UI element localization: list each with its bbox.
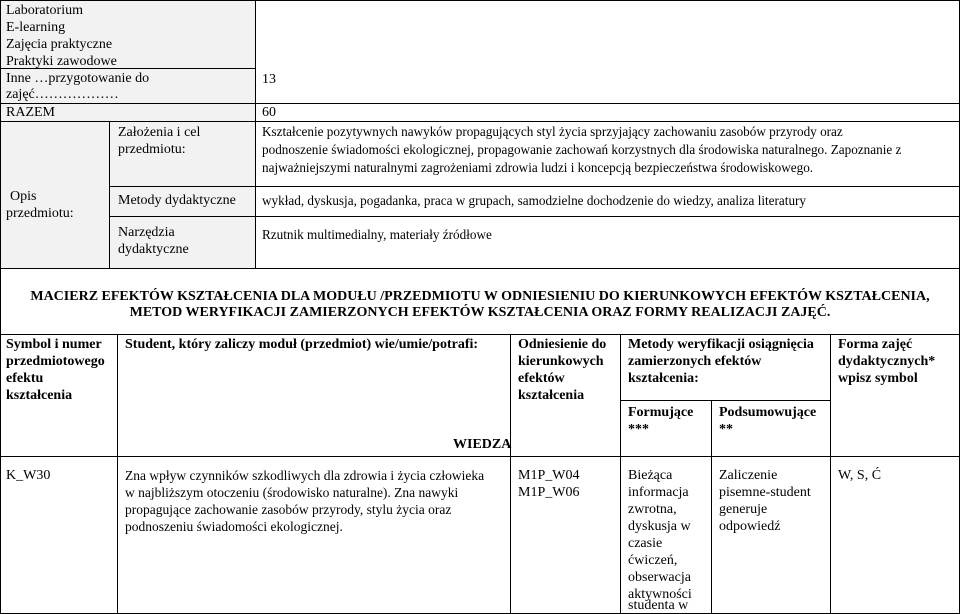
header-podsumowujace-stars: ** <box>719 422 733 437</box>
header-odniesienie-2: kierunkowych <box>518 354 604 369</box>
metody-text: wykład, dyskusja, pogadanka, praca w grupach, samodzielne dochodzenie do wiedzy, analiza literatury <box>262 193 807 208</box>
row-formujace-6: ćwiczeń, <box>628 553 678 568</box>
header-metody-2: zamierzonych efektów <box>628 354 762 369</box>
row-label-inne: Inne …przygotowanie do <box>6 71 150 86</box>
header-formujace: Formujące <box>628 405 694 420</box>
narzedzia-text: Rzutnik multimedialny, materiały źródłowe <box>262 227 492 242</box>
narzedzia-label-2: dydaktyczne <box>118 242 189 257</box>
zalozenia-label: Założenia i cel <box>118 125 201 140</box>
opis-label: Opis <box>10 189 37 204</box>
header-symbol-4: kształcenia <box>6 388 73 403</box>
header-symbol-1: Symbol i numer <box>6 337 102 352</box>
macierz-title-2: METOD WERYFIKACJI ZAMIERZONYCH EFEKTÓW KSZTAŁCENIA ORAZ FORMY REALIZACJI ZAJĘĆ. <box>129 305 831 320</box>
row-formujace-2: informacja <box>628 485 689 500</box>
row-label-razem: RAZEM <box>6 105 55 120</box>
narzedzia-label: Narzędzia <box>118 225 175 240</box>
row-symbol: K_W30 <box>6 468 51 483</box>
row-value-inne: 13 <box>262 72 276 87</box>
row-formujace-9: studenta w <box>628 598 689 613</box>
header-student: Student, który zaliczy moduł (przedmiot) wie/umie/potrafi: <box>125 337 479 352</box>
zalozenia-text-3: najważniejszymi naturalnymi zagrożeniami zdrowia ludzi i koncepcją bezpieczeństwa środowiskowego. <box>262 160 814 175</box>
section-wiedza: WIEDZA <box>453 437 512 452</box>
row-podsumowujace-2: pisemne-student <box>719 485 811 500</box>
zalozenia-text-1: Kształcenie pozytywnych nawyków propagujących styl życia sprzyjający zachowaniu zasobów przyrody oraz <box>262 124 843 139</box>
row-label-laboratorium: Laboratorium <box>6 3 83 18</box>
header-metody-1: Metody weryfikacji osiągnięcia <box>628 337 814 352</box>
header-forma-3: wpisz symbol <box>838 371 918 386</box>
row-label-inne-2: zajęć……………… <box>6 87 119 102</box>
row-value-razem: 60 <box>262 105 276 120</box>
header-metody-3: kształcenia: <box>628 371 699 386</box>
row-student-1: Zna wpływ czynników szkodliwych dla zdrowia i życia człowieka <box>125 468 485 483</box>
row-label-zajecia: Zajęcia praktyczne <box>6 37 113 52</box>
header-odniesienie-3: efektów <box>518 371 565 386</box>
header-forma-2: dydaktycznych* <box>838 354 936 369</box>
row-student-4: podnoszeniu świadomości ekologicznej. <box>125 519 343 534</box>
row-label-elearning: E-learning <box>6 20 66 35</box>
row-formujace-4: dyskusja w <box>628 519 691 534</box>
header-formujace-stars: *** <box>628 422 649 437</box>
row-student-3: propagujące zachowanie zasobów przyrody, stylu życia oraz <box>125 502 452 517</box>
zalozenia-text-2: podnoszenie świadomości ekologicznej, propagowanie zachowań korzystnych dla środowiska naturalnego. Zapoznanie z <box>262 142 902 157</box>
row-student-2: w najbliższym otoczeniu (środowisko naturalne). Zna nawyki <box>125 485 459 500</box>
header-odniesienie-1: Odniesienie do <box>518 337 607 352</box>
row-odniesienie-2: M1P_W06 <box>518 485 580 500</box>
row-formujace-7: obserwacja <box>628 570 691 585</box>
row-formujace-1: Bieżąca <box>628 468 673 483</box>
header-symbol-2: przedmiotowego <box>6 354 105 369</box>
row-formujace-8: aktywności <box>628 587 692 602</box>
header-odniesienie-4: kształcenia <box>518 388 585 403</box>
row-formujace-5: czasie <box>628 536 663 551</box>
header-podsumowujace: Podsumowujące <box>719 405 817 420</box>
row-podsumowujace-4: odpowiedź <box>719 519 781 534</box>
macierz-title: MACIERZ EFEKTÓW KSZTAŁCENIA DLA MODUŁU /PRZEDMIOTU W ODNIESIENIU DO KIERUNKOWYCH EFEKTÓW KSZTAŁCENIA, <box>30 289 930 304</box>
metody-label: Metody dydaktyczne <box>118 193 236 208</box>
row-podsumowujace-1: Zaliczenie <box>719 468 778 483</box>
row-odniesienie-1: M1P_W04 <box>518 468 580 483</box>
opis-label-2: przedmiotu: <box>6 206 74 221</box>
row-podsumowujace-3: generuje <box>719 502 768 517</box>
header-forma-1: Forma zajęć <box>838 337 913 352</box>
zalozenia-label-2: przedmiotu: <box>118 142 186 157</box>
row-label-praktyki: Praktyki zawodowe <box>6 54 117 69</box>
header-symbol-3: efektu <box>6 371 44 386</box>
row-forma: W, S, Ć <box>838 468 882 483</box>
row-formujace-3: zwrotna, <box>628 502 677 517</box>
